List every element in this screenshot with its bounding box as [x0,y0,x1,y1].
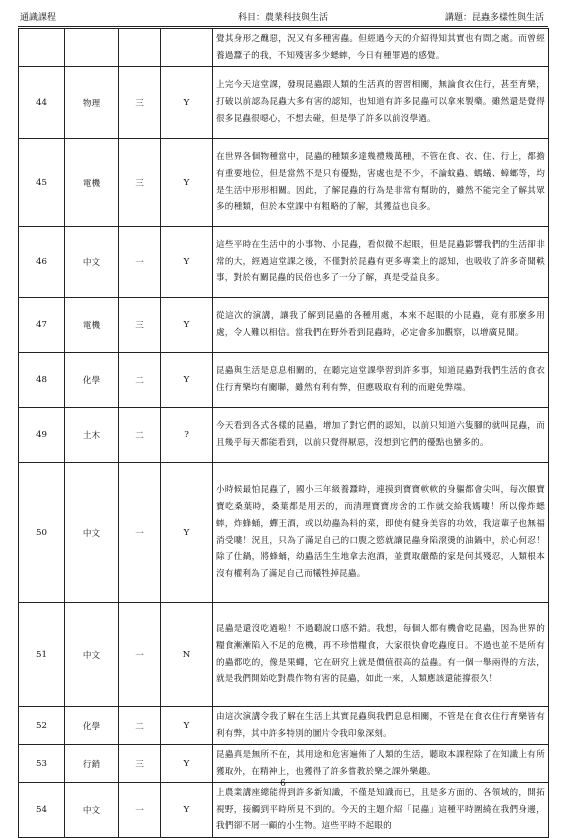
comment-cell: 覺其身形之醜惡，況又有多種害蟲。但經過今天的介紹得知其實也有間之處。而曾經養過蠶子的我，不知殘害多少蟋蟀，今日有種罪過的感覺。 [213,29,549,67]
grade-cell: 二 [119,707,161,745]
num-cell: 51 [19,603,65,707]
result-cell: Y [161,463,213,603]
table-row [19,603,549,707]
dept-cell: 化學 [65,353,119,408]
result-cell [161,29,213,67]
table-row [19,408,549,463]
dept-cell [65,29,119,67]
table-row-continuation [19,29,549,67]
dept-cell: 電機 [65,139,119,227]
table-row [19,463,549,603]
comment-cell: 上完今天這堂課，發現昆蟲跟人類的生活真的習習相關，無論食衣住行，甚至育樂，打破以前認為昆蟲大多有害的認知，也知道有許多昆蟲可以拿來製藥。雖然還是覺得很多昆蟲很噁心，不想去碰，但是學了許多以前沒學過。 [213,67,549,139]
num-cell: 46 [19,227,65,298]
num-cell: 44 [19,67,65,139]
table-row [19,227,549,298]
page-header [18,10,548,27]
result-cell: Y [161,707,213,745]
result-cell: Y [161,67,213,139]
result-cell: Y [161,745,213,783]
result-cell: Y [161,139,213,227]
grade-cell: 一 [119,227,161,298]
grade-cell: 二 [119,353,161,408]
grade-cell: 一 [119,463,161,603]
num-cell [19,29,65,67]
grade-cell: 三 [119,298,161,353]
result-cell: Y [161,298,213,353]
dept-cell: 電機 [65,298,119,353]
grade-cell: 三 [119,139,161,227]
num-cell: 52 [19,707,65,745]
table-row [19,745,549,783]
grade-cell [119,29,161,67]
result-cell: Y [161,227,213,298]
table-row [19,298,549,353]
table-row [19,783,549,838]
dept-cell: 中文 [65,463,119,603]
result-cell: Y [161,353,213,408]
table-row [19,707,549,745]
dept-cell: 化學 [65,707,119,745]
dept-cell: 中文 [65,603,119,707]
result-cell: ? [161,408,213,463]
comment-cell: 昆蟲真是無所不在，其用途和危害遍佈了人類的生活，聽取本課程除了在知識上有所獲取外，在精神上，也獲得了許多嘗教於樂之課外樂趣。 [213,745,549,783]
topic-label: 講題：昆蟲多樣性與生活 [444,13,544,23]
num-cell: 47 [19,298,65,353]
comment-cell: 昆蟲是還沒吃過啦！不過聽說口感不錯。我想，每個人都有機會吃昆蟲，因為世界的糧食漸漸陷入不足的危機，再不珍惜糧食，大家很快會吃蟲度日。不過也並不是所有的蟲都吃的，像是果蠅，它在研究上就是價值很高的益蟲。有一個一舉兩得的方法，就是我們開始吃對農作物有害的昆蟲，如此一來，人類應該還能撐很久！ [213,603,549,707]
grade-cell: 二 [119,408,161,463]
comment-cell: 在世界各個物種當中，昆蟲的種類多達幾禮幾萬種，不管在食、衣、住、行上，都擔有重要地位，但是當然不是只有優點，害處也是不少，不論蚊蟲、螞蟻、蟑螂等，均是生活中形形相關。因此，了解昆蟲的行為是非常有幫助的，雖然不能完全了解其眾多的種類，但於本堂課中有粗略的了解，其獲益也良多。 [213,139,549,227]
num-cell: 53 [19,745,65,783]
feedback-table [18,28,549,838]
num-cell: 45 [19,139,65,227]
comment-cell: 昆蟲與生活是息息相關的，在聽完這堂課學習到許多事，知道昆蟲對我們生活的食衣住行育樂均有關聯，雖然有利有弊，但應吸取有利的而避免弊端。 [213,353,549,408]
comment-cell: 今天看到各式各樣的昆蟲，增加了對它們的認知，以前只知道六隻腳的就叫昆蟲，而且幾乎每天都能看到，以前只覺得厭惡，沒想到它們的優點也蠻多的。 [213,408,549,463]
comment-cell: 這些平時在生活中的小事物、小昆蟲，看似微不起眼，但是昆蟲影響我們的生活卻非常的大，經過這堂課之後，不僅對於昆蟲有更多專業上的認知，也吸收了許多奇聞軼事，對於有關昆蟲的民俗也多了一分了解，真是受益良多。 [213,227,549,298]
table-body [19,29,549,838]
grade-cell: 三 [119,67,161,139]
dept-cell: 行銷 [65,745,119,783]
dept-cell: 中文 [65,783,119,838]
dept-cell: 中文 [65,227,119,298]
num-cell: 54 [19,783,65,838]
result-cell: N [161,603,213,707]
result-cell: Y [161,783,213,838]
grade-cell: 三 [119,745,161,783]
num-cell: 48 [19,353,65,408]
comment-cell: 從這次的演講，讓我了解到昆蟲的各種用處，本來不起眼的小昆蟲，竟有那麼多用處，令人難以相信。當我們在野外看到昆蟲時，必定會多加觀察，以增廣見聞。 [213,298,549,353]
comment-cell: 上農業講座總能得到許多新知識，不僅是知識而已，且是多方面的、各領域的，開拓視野，接觸到平時所見不到的。今天的主題介紹「昆蟲」這種平時圍繞在我們身邊，我們卻不屑一顧的小生物。這些平時不起眼的 [213,783,549,838]
dept-cell: 物理 [65,67,119,139]
page-number: 6 [280,779,286,789]
dept-cell: 土木 [65,408,119,463]
num-cell: 50 [19,463,65,603]
comment-cell: 由這次演講令我了解在生活上其實昆蟲與我們息息相關，不管是在食衣住行育樂皆有利有弊，其中許多特別的圖片令我印象深刻。 [213,707,549,745]
grade-cell: 一 [119,603,161,707]
course-label: 通識課程 [20,13,57,23]
table-row [19,353,549,408]
grade-cell: 一 [119,783,161,838]
table-row [19,139,549,227]
num-cell: 49 [19,408,65,463]
comment-cell: 小時候最怕昆蟲了，國小三年級養蠶時，連摸到寶寶軟軟的身軀都會尖叫，每次餵寶寶吃桑葉時，桑葉都是用丟的，而清理寶寶房舍的工作就交給我媽嘍！所以像炸蟋蟀，炸蜂蛹，蟬王酒，或以幼蟲為料的菜，即使有健身美容的功效，我這輩子也無福消受嘍！況且，只為了滿足自己的口腹之慾就讓昆蟲身陷滾燙的油鍋中，於心何忍！除了仕鍋，將蜂蛹，幼蟲活生生地拿去泡酒，並賣取嚴酷的家是何其殘忍，人類根本沒有權利為了滿足自己而犧牲掉昆蟲。 [213,463,549,603]
subject-label: 科目：農業科技與生活 [238,13,329,23]
table-row [19,67,549,139]
